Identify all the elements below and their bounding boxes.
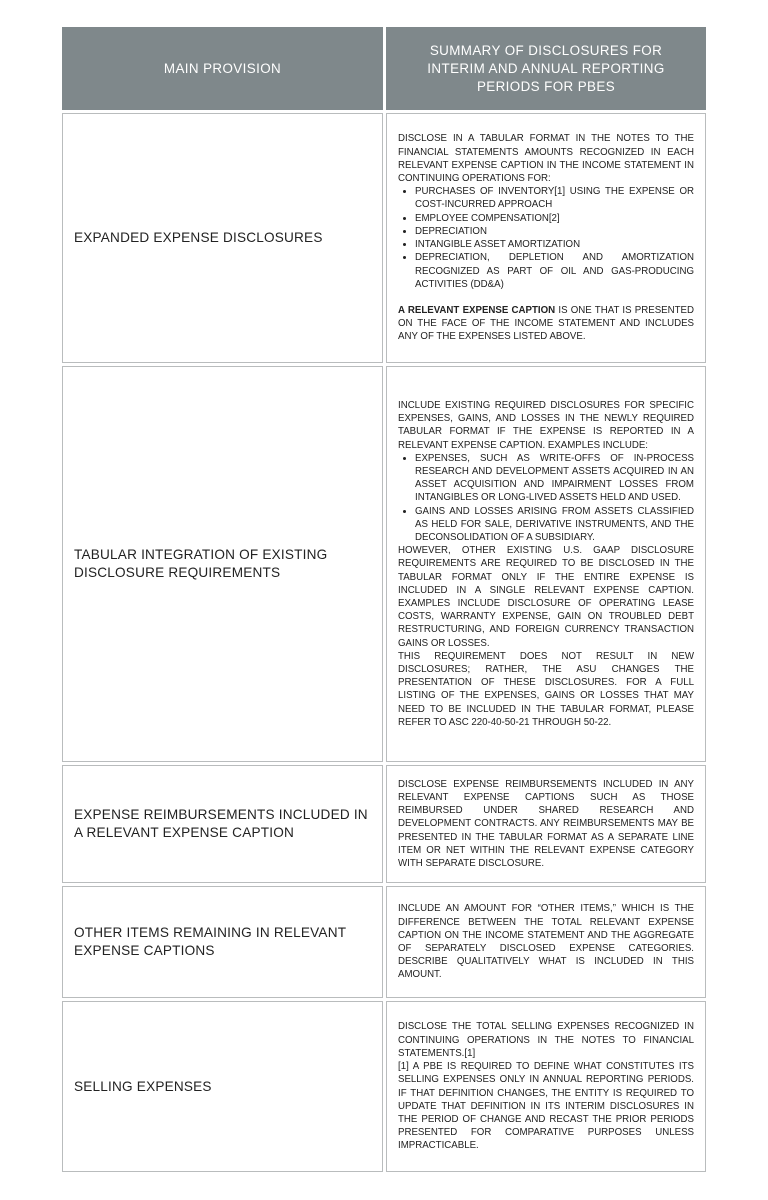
list-item: • DEPRECIATION xyxy=(415,225,694,238)
summary-paragraph: HOWEVER, OTHER EXISTING U.S. GAAP DISCLOSURE REQUIREMENTS ARE REQUIRED TO BE DISCLOSED IN THE TABULAR FORMAT ONLY IF THE ENTIRE EXPENSE IS INCLUDED IN A SINGLE RELEVANT EXPENSE CAPTION. EXAMPLES INCLUDE DISCLOSURE OF OPERATING LEASE COSTS, WARRANTY EXPENSE, GAIN ON TROUBLED DEBT RESTRUCTURING, AND FOREIGN CURRENCY TRANSACTION GAINS OR LOSSES. xyxy=(398,545,694,649)
list-item: • DEPRECIATION, DEPLETION AND AMORTIZATION RECOGNIZED AS PART OF OIL AND GAS-PRODUCING ACTIVITIES (DD&A) xyxy=(415,251,694,291)
provision-other-items: OTHER ITEMS REMAINING IN RELEVANT EXPENSE CAPTIONS xyxy=(62,886,383,998)
disclosure-table xyxy=(62,27,706,1175)
table-row xyxy=(62,886,706,998)
bold-term: A RELEVANT EXPENSE CAPTION xyxy=(398,304,556,316)
relevant-expense-caption-definition xyxy=(398,304,694,344)
summary-tabular-integration xyxy=(386,366,706,762)
header-summary: SUMMARY OF DISCLOSURES FOR INTERIM AND ANNUAL REPORTING PERIODS FOR PBES xyxy=(386,27,706,110)
summary-other-items xyxy=(386,886,706,998)
table-header-row xyxy=(62,27,706,110)
summary-intro: DISCLOSE IN A TABULAR FORMAT IN THE NOTES TO THE FINANCIAL STATEMENTS AMOUNTS RECOGNIZED IN EACH RELEVANT EXPENSE CAPTION IN THE INCOME STATEMENT IN CONTINUING OPERATIONS FOR: xyxy=(398,133,694,185)
list-item: • GAINS AND LOSSES ARISING FROM ASSETS CLASSIFIED AS HELD FOR SALE, DERIVATIVE INSTRUMENTS, AND THE DECONSOLIDATION OF A SUBSIDIARY. xyxy=(415,505,694,545)
provision-tabular-integration: TABULAR INTEGRATION OF EXISTING DISCLOSURE REQUIREMENTS xyxy=(62,366,383,762)
header-main-provision: MAIN PROVISION xyxy=(62,27,383,110)
summary-paragraph: INCLUDE AN AMOUNT FOR “OTHER ITEMS,” WHICH IS THE DIFFERENCE BETWEEN THE TOTAL RELEVANT EXPENSE CAPTION ON THE INCOME STATEMENT AND THE AGGREGATE OF SEPARATELY DISCLOSED EXPENSE CATEGORIES. DESCRIBE QUALITATIVELY WHAT IS INCLUDED IN THIS AMOUNT. xyxy=(398,903,694,981)
summary-bullet-list xyxy=(398,452,694,544)
provision-selling-expenses: SELLING EXPENSES xyxy=(62,1001,383,1172)
summary-expense-reimbursements xyxy=(386,765,706,883)
table-row xyxy=(62,113,706,363)
list-item: • EMPLOYEE COMPENSATION[2] xyxy=(415,212,694,225)
summary-bullet-list xyxy=(398,185,694,291)
definition-text: IS ONE THAT IS PRESENTED ON THE FACE OF THE INCOME STATEMENT AND INCLUDES ANY OF THE EXPENSES LISTED ABOVE. xyxy=(398,304,694,343)
summary-expanded-expense-disclosures xyxy=(386,113,706,363)
list-item: • INTANGIBLE ASSET AMORTIZATION xyxy=(415,238,694,251)
summary-paragraph: DISCLOSE EXPENSE REIMBURSEMENTS INCLUDED IN ANY RELEVANT EXPENSE CAPTIONS SUCH AS THOSE REIMBURSED UNDER SHARED RESEARCH AND DEVELOPMENT CONTRACTS. ANY REIMBURSEMENTS MAY BE PRESENTED IN THE TABULAR FORMAT AS A SEPARATE LINE ITEM OR NET WITHIN THE RELEVANT EXPENSE CATEGORY WITH SEPARATE DISCLOSURE. xyxy=(398,778,694,869)
summary-paragraph: DISCLOSE THE TOTAL SELLING EXPENSES RECOGNIZED IN CONTINUING OPERATIONS IN THE NOTES TO FINANCIAL STATEMENTS.[1] xyxy=(398,1021,694,1059)
list-item: • EXPENSES, SUCH AS WRITE-OFFS OF IN-PROCESS RESEARCH AND DEVELOPMENT ASSETS ACQUIRED IN AN ASSET ACQUISITION AND IMPAIRMENT LOSSES FROM INTANGIBLES OR LONG-LIVED ASSETS HELD AND USED. xyxy=(415,452,694,505)
table-row xyxy=(62,1001,706,1172)
table-row xyxy=(62,366,706,762)
provision-expense-reimbursements: EXPENSE REIMBURSEMENTS INCLUDED IN A RELEVANT EXPENSE CAPTION xyxy=(62,765,383,883)
summary-intro: INCLUDE EXISTING REQUIRED DISCLOSURES FOR SPECIFIC EXPENSES, GAINS, AND LOSSES IN THE NEWLY REQUIRED TABULAR FORMAT IF THE EXPENSE IS REPORTED IN A RELEVANT EXPENSE CAPTION. EXAMPLES INCLUDE: xyxy=(398,399,694,451)
summary-selling-expenses xyxy=(386,1001,706,1172)
table-row xyxy=(62,765,706,883)
footnote: [1] A PBE IS REQUIRED TO DEFINE WHAT CONSTITUTES ITS SELLING EXPENSES ONLY IN ANNUAL REPORTING PERIODS. IF THAT DEFINITION CHANGES, THE ENTITY IS REQUIRED TO UPDATE THAT DEFINITION IN ITS INTERIM DISCLOSURES IN THE PERIOD OF CHANGE AND RECAST THE PRIOR PERIODS PRESENTED FOR COMPARATIVE PURPOSES UNLESS IMPRACTICABLE. xyxy=(398,1061,694,1152)
list-item: • PURCHASES OF INVENTORY[1] USING THE EXPENSE OR COST-INCURRED APPROACH xyxy=(415,185,694,211)
provision-expanded-expense-disclosures: EXPANDED EXPENSE DISCLOSURES xyxy=(62,113,383,363)
summary-paragraph: THIS REQUIREMENT DOES NOT RESULT IN NEW DISCLOSURES; RATHER, THE ASU CHANGES THE PRESENTATION OF THESE DISCLOSURES. FOR A FULL LISTING OF THE EXPENSES, GAINS OR LOSSES THAT MAY NEED TO BE INCLUDED IN THE TABULAR FORMAT, PLEASE REFER TO ASC 220-40-50-21 THROUGH 50-22. xyxy=(398,650,694,728)
